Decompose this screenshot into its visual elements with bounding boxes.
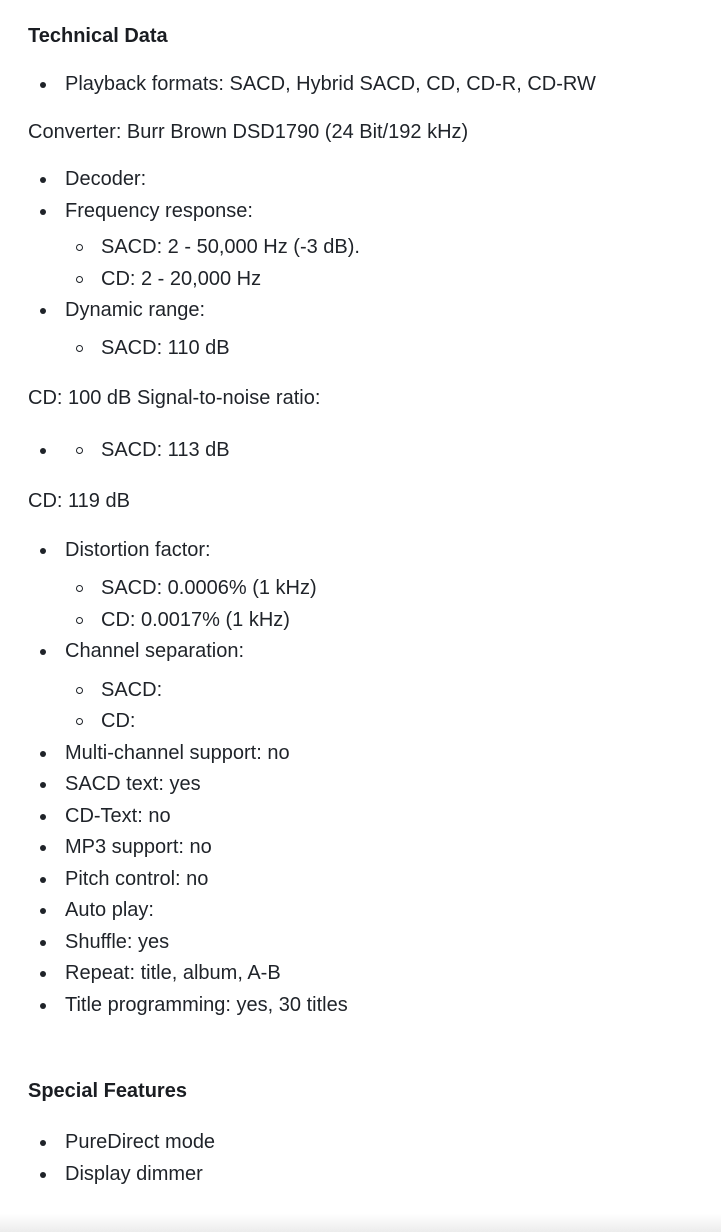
list-item-decoder: Decoder: bbox=[28, 164, 708, 196]
list-item-feature: Pitch control: no bbox=[28, 864, 708, 896]
sublist-item-distortion-cd: CD: 0.0017% (1 kHz) bbox=[28, 605, 708, 637]
list-item-feature: Repeat: title, album, A-B bbox=[28, 958, 708, 990]
decoder-list bbox=[28, 164, 708, 227]
bullet-circle bbox=[76, 447, 83, 454]
snr-sacd-text: SACD: 113 dB bbox=[101, 438, 230, 461]
list-item-feature: Multi-channel support: no bbox=[28, 738, 708, 770]
spec-document bbox=[28, 21, 708, 1190]
playback-list bbox=[28, 69, 708, 101]
list-item-feature: MP3 support: no bbox=[28, 832, 708, 864]
list-item-feature: Shuffle: yes bbox=[28, 927, 708, 959]
list-item-dynamic-range: Dynamic range: bbox=[28, 295, 708, 327]
bullet-dot bbox=[40, 448, 46, 454]
list-item-feature: CD-Text: no bbox=[28, 801, 708, 833]
sublist-item-separation-sacd: SACD: bbox=[28, 675, 708, 707]
list-item-special-feature: PureDirect mode bbox=[28, 1127, 708, 1159]
list-item-feature: Title programming: yes, 30 titles bbox=[28, 990, 708, 1022]
list-item-distortion: Distortion factor: bbox=[28, 535, 708, 567]
converter-paragraph: Converter: Burr Brown DSD1790 (24 Bit/192 kHz) bbox=[28, 120, 469, 143]
list-item-feature: SACD text: yes bbox=[28, 769, 708, 801]
channel-separation-list bbox=[28, 636, 708, 668]
special-features-heading: Special Features bbox=[28, 1080, 187, 1102]
bottom-edge-shade bbox=[0, 1214, 721, 1232]
list-item-special-feature: Display dimmer bbox=[28, 1159, 708, 1191]
dynamic-range-sublist bbox=[28, 333, 708, 365]
sublist-item-frequency-cd: CD: 2 - 20,000 Hz bbox=[28, 264, 708, 296]
list-item-playback-formats: Playback formats: SACD, Hybrid SACD, CD, CD-R, CD-RW bbox=[28, 69, 708, 101]
channel-separation-sublist bbox=[28, 675, 708, 738]
special-features-list bbox=[28, 1127, 708, 1190]
list-item-feature: Auto play: bbox=[28, 895, 708, 927]
list-item-frequency-response bbox=[28, 196, 708, 228]
snr-nested-item bbox=[28, 435, 708, 467]
technical-data-heading: Technical Data bbox=[28, 25, 168, 47]
sublist-item-separation-cd: CD: bbox=[28, 706, 708, 738]
list-item-channel-separation: Channel separation: bbox=[28, 636, 708, 668]
distortion-sublist bbox=[28, 573, 708, 636]
distortion-list bbox=[28, 535, 708, 567]
sublist-item-frequency-sacd: SACD: 2 - 50,000 Hz (-3 dB). bbox=[28, 232, 708, 264]
snr-cd-paragraph: CD: 119 dB bbox=[28, 490, 130, 512]
features-list bbox=[28, 738, 708, 1022]
frequency-response-label: Frequency response: bbox=[65, 199, 253, 222]
sublist-item-distortion-sacd: SACD: 0.0006% (1 kHz) bbox=[28, 573, 708, 605]
dynamic-range-list bbox=[28, 295, 708, 327]
frequency-response-sublist bbox=[28, 232, 708, 295]
cd-dynamic-snr-paragraph: CD: 100 dB Signal-to-noise ratio: bbox=[28, 387, 321, 409]
sublist-item-dynamic-sacd: SACD: 110 dB bbox=[28, 333, 708, 365]
